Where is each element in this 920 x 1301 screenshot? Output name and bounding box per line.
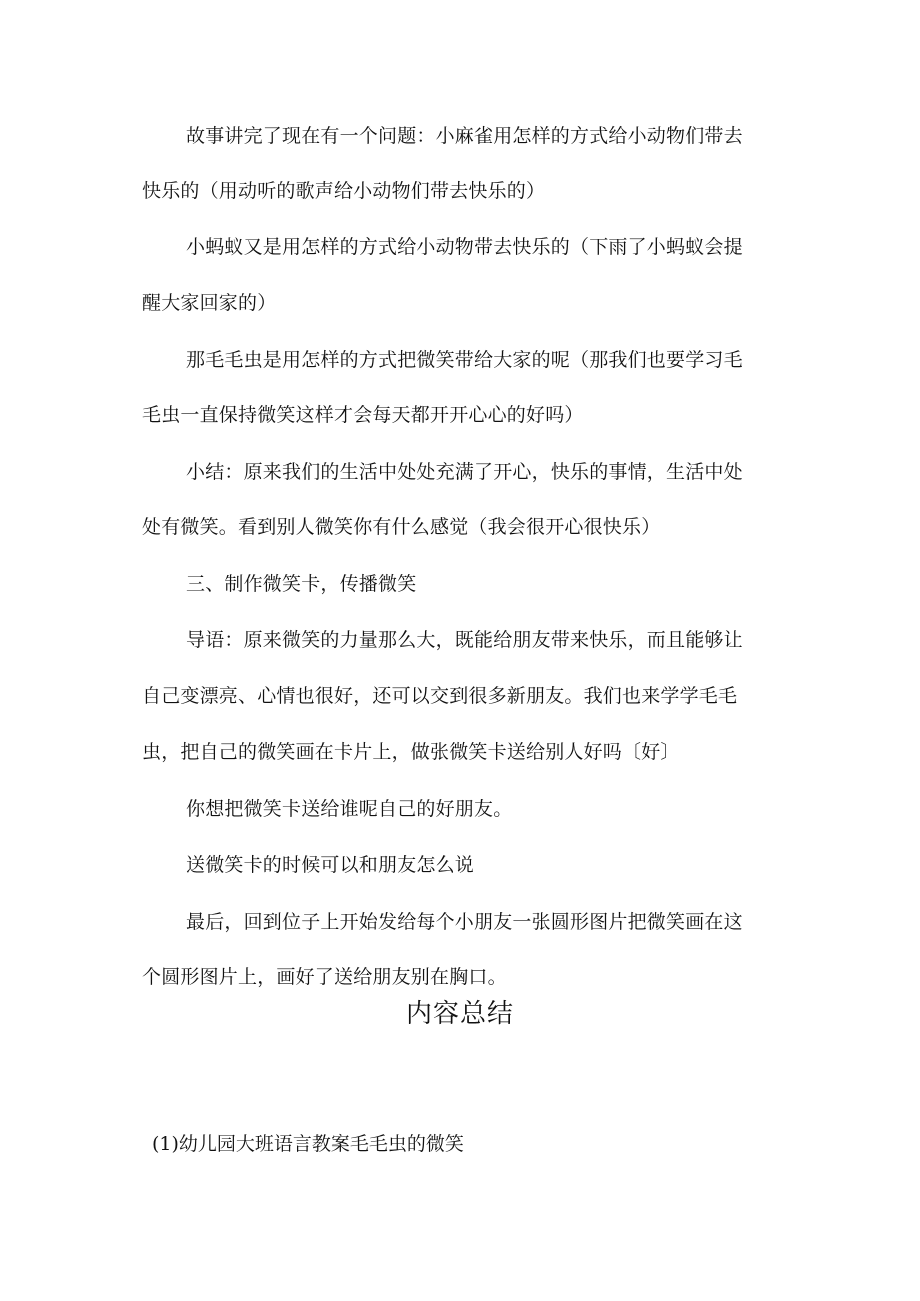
paragraph-6-line-3: 虫，把自己的微笑画在卡片上，做张微笑卡送给别人好吗〔好〕: [142, 741, 680, 763]
paragraph-1-line-1: 故事讲完了现在有一个问题：小麻雀用怎样的方式给小动物们带去: [186, 125, 743, 147]
paragraph-4-line-2: 处有微笑。看到别人微笑你有什么感觉（我会很开心很快乐）: [142, 516, 661, 538]
paragraph-3-line-2: 毛虫一直保持微笑这样才会每天都开开心心的好吗）: [142, 404, 584, 426]
paragraph-4-line-1: 小结：原来我们的生活中处处充满了开心，快乐的事情，生活中处: [186, 461, 743, 483]
paragraph-9-line-1: 最后，回到位子上开始发给每个小朋友一张圆形图片把微笑画在这: [186, 911, 743, 933]
paragraph-8-line-1: 送微笑卡的时候可以和朋友怎么说: [186, 854, 475, 876]
paragraph-6-line-2: 自己变漂亮、心情也很好，还可以交到很多新朋友。我们也来学学毛毛: [142, 685, 738, 707]
paragraph-7-line-1: 你想把微笑卡送给谁呢自己的好朋友。: [186, 798, 513, 820]
paragraph-1-line-2: 快乐的（用动听的歌声给小动物们带去快乐的）: [142, 180, 546, 202]
section-heading-make-smile-card: 三、制作微笑卡，传播微笑: [186, 573, 417, 595]
paragraph-2-line-2: 醒大家回家的）: [142, 292, 277, 314]
paragraph-6-line-1: 导语：原来微笑的力量那么大，既能给朋友带来快乐，而且能够让: [186, 629, 743, 651]
summary-heading: 内容总结: [405, 999, 514, 1029]
paragraph-3-line-1: 那毛毛虫是用怎样的方式把微笑带给大家的呢（那我们也要学习毛: [186, 349, 743, 371]
paragraph-9-line-2: 个圆形图片上，画好了送给朋友别在胸口。: [142, 966, 507, 988]
paragraph-2-line-1: 小蚂蚁又是用怎样的方式给小动物带去快乐的（下雨了小蚂蚁会提: [186, 236, 743, 258]
summary-item-1: (1)幼儿园大班语言教案毛毛虫的微笑: [152, 1133, 464, 1155]
